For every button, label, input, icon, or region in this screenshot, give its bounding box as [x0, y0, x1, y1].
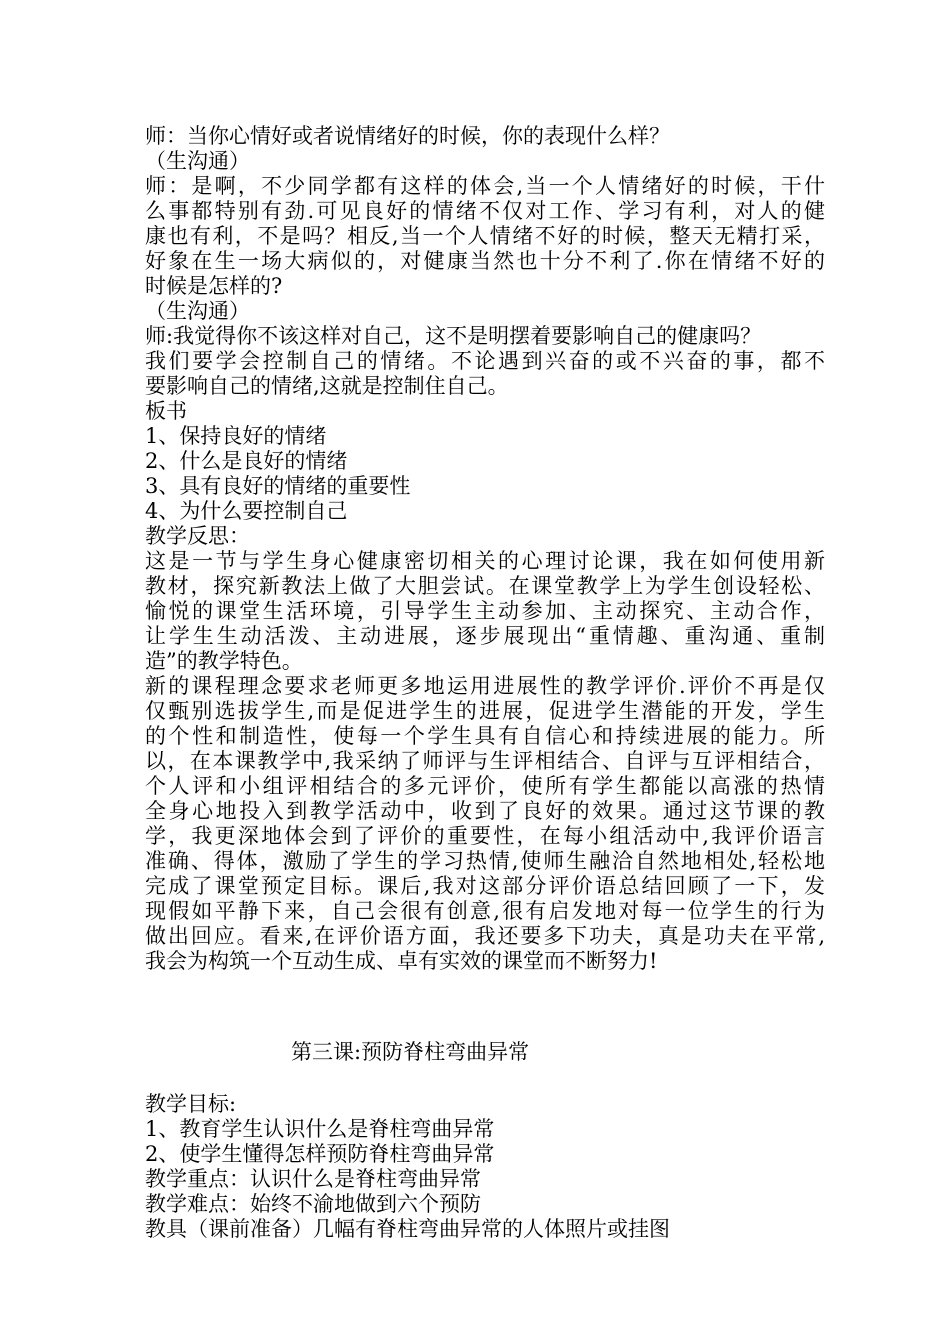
lesson-title: 第三课:预防脊柱弯曲异常 — [291, 1040, 530, 1064]
reflection-line: 新的课程理念要求老师更多地运用进展性的教学评价.评价不再是仅 — [145, 674, 825, 698]
dialogue-line: 师：当你心情好或者说情绪好的时候，你的表现什么样？ — [145, 124, 670, 148]
paragraph-line: 么事都特别有劲.可见良好的情绪不仅对工作、学习有利，对人的健 — [145, 199, 825, 223]
board-item: 1、保持良好的情绪 — [145, 424, 327, 448]
reflection-line: 做出回应。看来,在评价语方面，我还要多下功夫，真是功夫在平常, — [145, 924, 825, 948]
board-item: 2、什么是良好的情绪 — [145, 449, 348, 473]
goals-title: 教学目标: — [145, 1092, 237, 1116]
document-body — [145, 124, 825, 1242]
paragraph-line: 要影响自己的情绪,这就是控制住自己。 — [145, 374, 509, 398]
board-item: 3、具有良好的情绪的重要性 — [145, 474, 411, 498]
blank-space — [145, 974, 825, 1040]
reflection-line: 准确、得体，激励了学生的学习热情,使师生融洽自然地相处,轻松地 — [145, 849, 825, 873]
reflection-line: 完成了课堂预定目标。课后,我对这部分评价语总结回顾了一下，发 — [145, 874, 825, 898]
materials: 教具（课前准备）几幅有脊柱弯曲异常的人体照片或挂图 — [145, 1217, 670, 1241]
reflection-line: 我会为构筑一个互动生成、卓有实效的课堂而不断努力! — [145, 949, 658, 973]
reflection-line: 现假如平静下来，自己会很有创意,很有启发地对每一位学生的行为 — [145, 899, 825, 923]
goal-item: 2、使学生懂得怎样预防脊柱弯曲异常 — [145, 1142, 495, 1166]
paragraph-line: 我们要学会控制自己的情绪。不论遇到兴奋的或不兴奋的事，都不 — [145, 349, 825, 373]
reflection-line: 仅甄别选拔学生,而是促进学生的进展，促进学生潜能的开发，学生 — [145, 699, 825, 723]
reflection-line: 学，我更深地体会到了评价的重要性，在每小组活动中,我评价语言 — [145, 824, 825, 848]
reflection-line: 教材，探究新教法上做了大胆尝试。在课堂教学上为学生创设轻松、 — [145, 574, 825, 598]
reflection-line: 愉悦的课堂生活环境，引导学生主动参加、主动探究、主动合作， — [145, 599, 825, 623]
reflection-line: 以，在本课教学中,我采纳了师评与生评相结合、自评与互评相结合， — [145, 749, 825, 773]
reflection-line: 个人评和小组评相结合的多元评价，使所有学生都能以高涨的热情 — [145, 774, 825, 798]
reflection-line: 全身心地投入到教学活动中，收到了良好的效果。通过这节课的教 — [145, 799, 825, 823]
paragraph-line: 好象在生一场大病似的，对健康当然也十分不利了.你在情绪不好的 — [145, 249, 825, 273]
student-response: （生沟通） — [145, 149, 250, 173]
reflection-line: 这是一节与学生身心健康密切相关的心理讨论课，我在如何使用新 — [145, 549, 825, 573]
paragraph-line: 师：是啊，不少同学都有这样的体会,当一个人情绪好的时候，干什 — [145, 174, 825, 198]
blank-space — [145, 1065, 825, 1092]
board-title: 板书 — [145, 399, 187, 423]
reflection-line: 的个性和制造性，使每一个学生具有自信心和持续进展的能力。所 — [145, 724, 825, 748]
key-point: 教学重点：认识什么是脊柱弯曲异常 — [145, 1167, 481, 1191]
reflection-title: 教学反思： — [145, 524, 250, 548]
reflection-line: 造”的教学特色。 — [145, 649, 303, 673]
goal-item: 1、教育学生认识什么是脊柱弯曲异常 — [145, 1117, 495, 1141]
difficulty: 教学难点：始终不渝地做到六个预防 — [145, 1192, 481, 1216]
reflection-line: 让学生生动活泼、主动进展，逐步展现出“重情趣、重沟通、重制 — [145, 624, 825, 648]
paragraph-line: 康也有利，不是吗？相反,当一个人情绪不好的时候，整天无精打采， — [145, 224, 825, 248]
teacher-line: 师:我觉得你不该这样对自己，这不是明摆着要影响自己的健康吗？ — [145, 324, 762, 348]
student-response: （生沟通） — [145, 299, 250, 323]
paragraph-line: 时候是怎样的? — [145, 274, 283, 298]
board-item: 4、为什么要控制自己 — [145, 499, 348, 523]
